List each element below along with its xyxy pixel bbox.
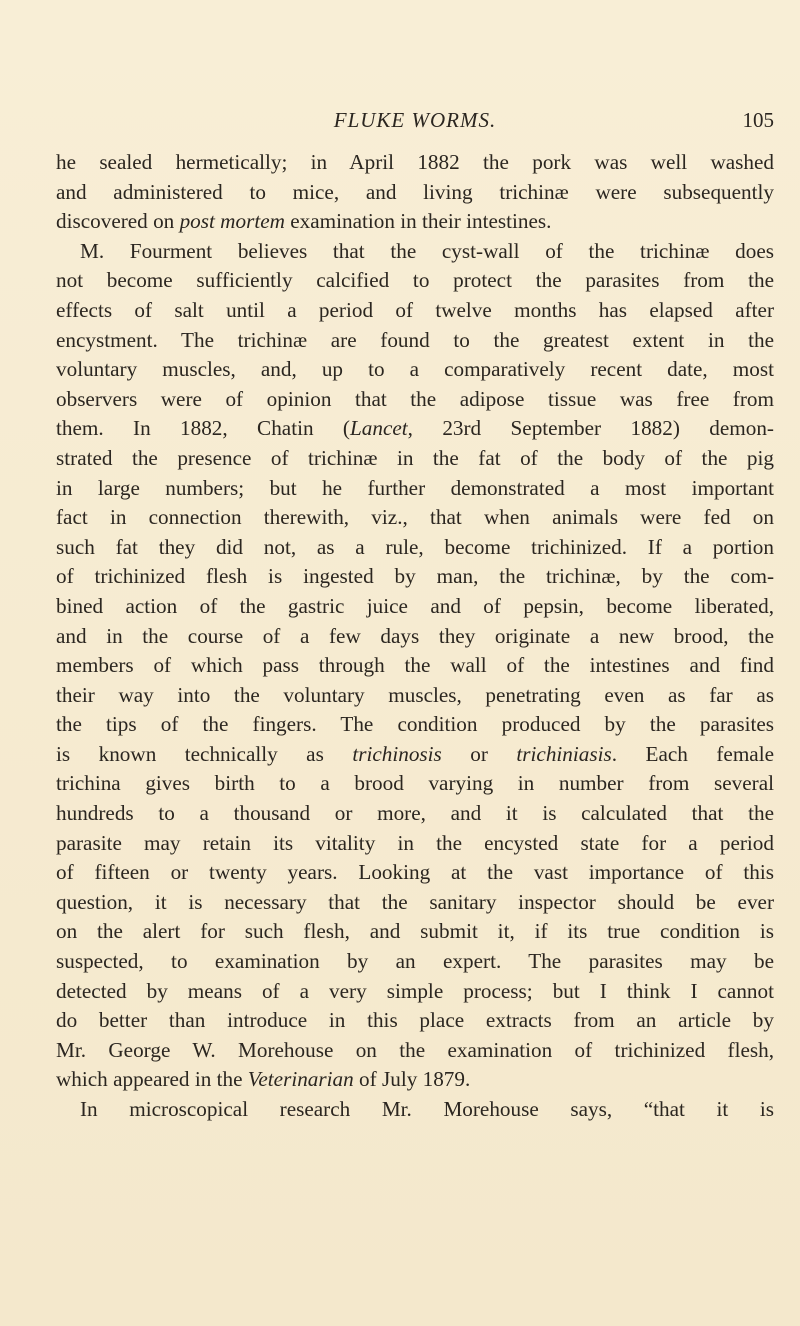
italic-term: post mortem bbox=[179, 209, 285, 234]
text-line: not become sufficiently calcified to protect the parasites from the bbox=[56, 268, 774, 293]
text-run: of July 1879. bbox=[353, 1067, 471, 1092]
text-line bbox=[56, 207, 774, 237]
text-line: voluntary muscles, and, up to a comparatively recent date, most bbox=[56, 357, 774, 382]
italic-term: Veterinarian bbox=[247, 1067, 354, 1092]
text-line: observers were of opinion that the adipose tissue was free from bbox=[56, 386, 774, 411]
text-line: parasite may retain its vitality in the encysted state for a period bbox=[56, 830, 774, 855]
text-line: and administered to mice, and living trichinæ were subsequently bbox=[56, 179, 774, 204]
text-line: members of which pass through the wall of the intestines and find bbox=[56, 653, 774, 678]
text-line: he sealed hermetically; in April 1882 the pork was well washed bbox=[56, 150, 774, 174]
italic-term: trichinosis bbox=[352, 741, 442, 766]
text-line: their way into the voluntary muscles, penetrating even as far as bbox=[56, 682, 774, 707]
text-line: such fat they did not, as a rule, become trichinized. If a portion bbox=[56, 534, 774, 559]
text-line: suspected, to examination by an expert. The parasites may be bbox=[56, 949, 774, 974]
text-line: trichina gives birth to a brood varying in number from several bbox=[56, 771, 774, 796]
text-run: is known technically as bbox=[56, 741, 353, 766]
text-line: fact in connection therewith, viz., that when animals were fed on bbox=[56, 505, 774, 530]
text-line: in large numbers; but he further demonstrated a most important bbox=[56, 475, 774, 500]
text-line: effects of salt until a period of twelve months has elapsed after bbox=[56, 297, 774, 322]
text-line: on the alert for such flesh, and submit it, if its true condition is bbox=[56, 919, 774, 944]
text-line bbox=[56, 740, 774, 770]
text-line: bined action of the gastric juice and of pepsin, become liberated, bbox=[56, 593, 774, 618]
italic-term: Lancet bbox=[349, 416, 408, 441]
text-run: , 23rd September 1882) demon- bbox=[407, 416, 774, 441]
text-line: Mr. George W. Morehouse on the examination of trichinized flesh, bbox=[56, 1037, 774, 1062]
text-line: the tips of the fingers. The condition produced by the parasites bbox=[56, 712, 774, 737]
text-line: of fifteen or twenty years. Looking at the vast importance of this bbox=[56, 860, 774, 885]
text-line: and in the course of a few days they originate a new brood, the bbox=[56, 623, 774, 648]
running-head bbox=[56, 108, 774, 136]
text-run: or bbox=[441, 741, 517, 766]
text-line: hundreds to a thousand or more, and it is calculated that the bbox=[56, 801, 774, 826]
text-line: detected by means of a very simple process; but I think I cannot bbox=[56, 978, 774, 1003]
text-run: them. In 1882, Chatin ( bbox=[56, 416, 350, 441]
text-line: In microscopical research Mr. Morehouse says, “that it is bbox=[80, 1097, 774, 1121]
body-text bbox=[56, 148, 774, 1125]
text-line: do better than introduce in this place extracts from an article by bbox=[56, 1008, 774, 1033]
page-number: 105 bbox=[742, 108, 774, 132]
text-line: encystment. The trichinæ are found to the greatest extent in the bbox=[56, 327, 774, 352]
text-run: which appeared in the bbox=[56, 1067, 248, 1092]
text-line bbox=[56, 414, 774, 444]
text-line: strated the presence of trichinæ in the fat of the body of the pig bbox=[56, 445, 774, 470]
text-run: examination in their intestines. bbox=[284, 209, 552, 234]
running-title: FLUKE WORMS. bbox=[333, 108, 497, 132]
text-line: of trichinized flesh is ingested by man, the trichinæ, by the com- bbox=[56, 564, 774, 589]
text-line: M. Fourment believes that the cyst-wall of the trichinæ does bbox=[80, 238, 774, 263]
text-line: question, it is necessary that the sanitary inspector should be ever bbox=[56, 889, 774, 914]
italic-term: trichiniasis bbox=[516, 741, 612, 766]
text-line bbox=[56, 1065, 774, 1095]
text-run: . Each female bbox=[611, 741, 774, 766]
text-run: discovered on bbox=[56, 209, 180, 234]
